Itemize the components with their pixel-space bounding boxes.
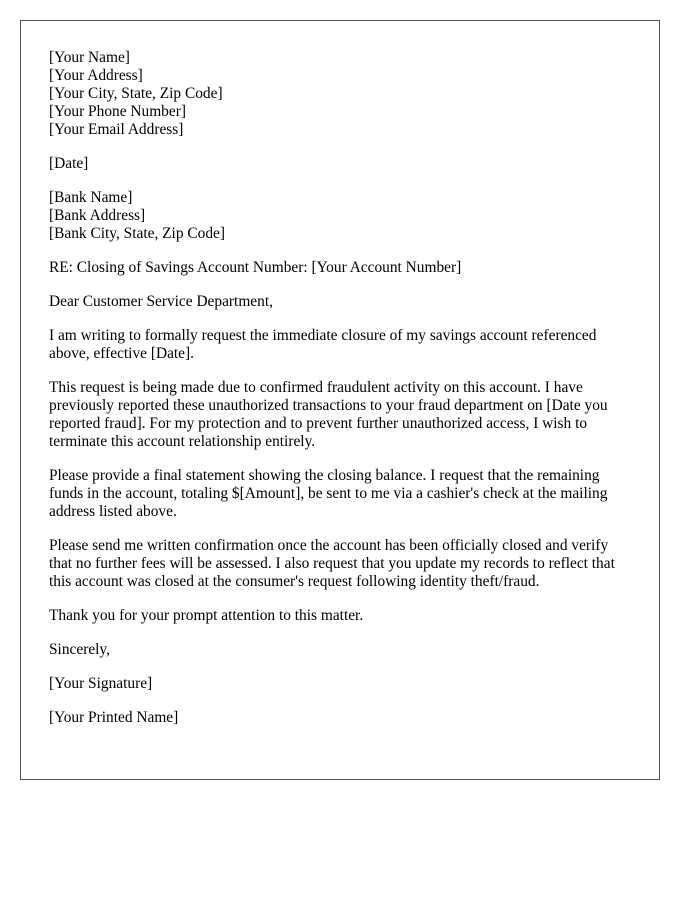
sender-phone: [Your Phone Number] — [49, 103, 186, 120]
salutation: Dear Customer Service Department, — [49, 293, 273, 310]
letter-date: [Date] — [49, 155, 89, 172]
recipient-address-block — [49, 189, 631, 243]
bank-city-state-zip: [Bank City, State, Zip Code] — [49, 225, 225, 242]
body-paragraph-4: Please send me written confirmation once the account has been officially closed and verify that no further fees will be assessed. I also request that you update my records to reflect that this account was closed at the consumer's request following identity theft/fraud. — [49, 537, 615, 590]
body-paragraph-1: I am writing to formally request the immediate closure of my savings account referenced above, effective [Date]. — [49, 327, 597, 362]
body-paragraph-3: Please provide a final statement showing the closing balance. I request that the remaining funds in the account, totaling $[Amount], be sent to me via a cashier's check at the mailing address listed above. — [49, 467, 608, 520]
body-paragraph-2: This request is being made due to confirmed fraudulent activity on this account. I have previously reported these unauthorized transactions to your fraud department on [Date you reported fraud]. For my protection and to prevent further unauthorized access, I wish to terminate this account relationship entirely. — [49, 379, 608, 450]
sender-city-state-zip: [Your City, State, Zip Code] — [49, 85, 223, 102]
bank-name: [Bank Name] — [49, 189, 133, 206]
sender-email: [Your Email Address] — [49, 121, 184, 138]
closing: Sincerely, — [49, 641, 110, 658]
sender-address-block — [49, 49, 631, 139]
bank-address: [Bank Address] — [49, 207, 146, 224]
sender-address: [Your Address] — [49, 67, 143, 84]
letter-document — [20, 20, 660, 780]
printed-name: [Your Printed Name] — [49, 709, 179, 726]
sender-name: [Your Name] — [49, 49, 130, 66]
body-paragraph-5: Thank you for your prompt attention to this matter. — [49, 607, 364, 624]
signature: [Your Signature] — [49, 675, 153, 692]
subject-line: RE: Closing of Savings Account Number: [Your Account Number] — [49, 259, 462, 276]
